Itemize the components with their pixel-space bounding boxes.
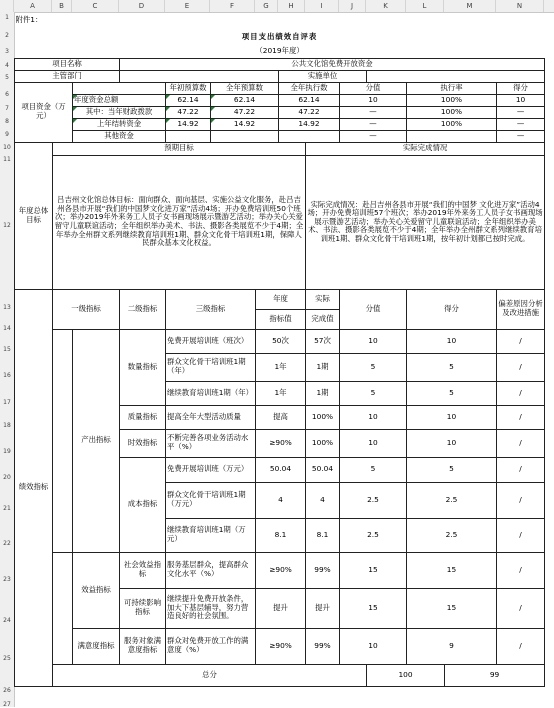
indicator-target[interactable]: 1年 [256, 353, 306, 381]
perf-h-got[interactable]: 得分 [407, 289, 497, 329]
indicator-name[interactable]: 不断完善各项业务活动水平（%） [166, 429, 256, 457]
row-number[interactable]: 18 [3, 422, 11, 429]
perf-h-target[interactable]: 指标值 [256, 309, 306, 329]
dept-value[interactable] [120, 70, 279, 82]
indicator-actual[interactable]: 1期 [306, 381, 340, 405]
funds-cell[interactable]: 47.22 [211, 106, 279, 118]
indicator-score[interactable]: 10 [340, 329, 407, 353]
indicator-got[interactable]: 10 [407, 429, 497, 457]
funds-label[interactable]: 项目资金（万元） [15, 82, 73, 142]
indicator-name[interactable]: 免费开展培训班（万元） [166, 457, 256, 482]
row-number[interactable]: 21 [3, 505, 11, 512]
indicator-target[interactable]: 8.1 [256, 518, 306, 552]
funds-header[interactable]: 年初预算数 [166, 82, 211, 94]
social-label[interactable]: 社会效益指标 [120, 552, 166, 588]
funds-header-blank[interactable] [73, 82, 166, 94]
row-number[interactable]: 25 [3, 655, 11, 662]
indicator-actual[interactable]: 57次 [306, 329, 340, 353]
funds-cell[interactable]: — [340, 118, 407, 130]
funds-cell[interactable]: 100% [407, 118, 497, 130]
indicator-name[interactable]: 继续提升免费开放条件，加大下基层辅导，努力营造良好的社会氛围。 [166, 588, 256, 628]
funds-cell[interactable] [407, 130, 497, 142]
evaluation-table [14, 12, 545, 687]
row-number[interactable]: 4 [5, 62, 9, 69]
column-header-g[interactable]: G [255, 0, 278, 12]
column-header-k[interactable]: K [366, 0, 406, 12]
qty-label[interactable]: 数量指标 [120, 329, 166, 405]
expected-goal-text[interactable]: 吕吉州文化馆总体目标：面向群众、面向基层、实施公益文化服务，赴吕吉州各县市开展“我们的中国梦文化进万家”活动4场；开办免费培训班50个班次；举办2019年外来务工人员子女书画现场展示暨游艺活动；举办关心关爱留守儿童联谊活动；全年组织举办美术、书法、摄影各类展览不少于4期；全年举办全州群文系列继续教育培训班1期、群众文化骨干培训班1期，保障人民群众基本文化权益。 [53, 155, 306, 289]
row-header-bar [0, 12, 15, 707]
indicator-name[interactable]: 服务基层群众，提高群众文化水平（%） [166, 552, 256, 588]
project-name-label[interactable]: 项目名称 [15, 58, 120, 70]
indicator-actual[interactable]: 99% [306, 552, 340, 588]
perf-h-l2[interactable]: 二级指标 [120, 289, 166, 329]
indicator-got[interactable]: 15 [407, 552, 497, 588]
indicator-got[interactable]: 10 [407, 405, 497, 429]
indicator-score[interactable]: 5 [340, 353, 407, 381]
funds-cell[interactable]: — [340, 106, 407, 118]
row-number[interactable]: 20 [3, 474, 11, 481]
row-number[interactable]: 15 [3, 346, 11, 353]
indicator-reason[interactable]: / [497, 405, 545, 429]
perf-h-year[interactable]: 年度 [256, 289, 306, 309]
indicator-target[interactable]: ≥90% [256, 552, 306, 588]
row-number[interactable]: 22 [3, 540, 11, 547]
indicator-score[interactable]: 15 [340, 588, 407, 628]
indicator-reason[interactable]: / [497, 518, 545, 552]
row-number[interactable]: 2 [5, 32, 9, 39]
row-number[interactable]: 5 [5, 74, 9, 81]
indicator-actual[interactable]: 100% [306, 429, 340, 457]
corner-cell[interactable] [0, 0, 14, 12]
indicator-score[interactable]: 10 [340, 429, 407, 457]
column-header-i[interactable]: I [305, 0, 339, 12]
funds-cell[interactable] [211, 130, 279, 142]
perf-h-reason[interactable]: 偏差原因分析及改进措施 [497, 289, 545, 329]
row-number[interactable]: 26 [3, 687, 11, 694]
row-number[interactable]: 8 [5, 118, 9, 125]
perf-h-actual2[interactable]: 完成值 [306, 309, 340, 329]
impl-unit-label[interactable]: 实施单位 [279, 70, 367, 82]
indicator-target[interactable]: 提升 [256, 588, 306, 628]
indicator-name[interactable]: 继续教育培训班1期（年） [166, 381, 256, 405]
indicator-score[interactable]: 15 [340, 552, 407, 588]
indicator-score[interactable]: 10 [340, 405, 407, 429]
funds-header[interactable]: 执行率 [407, 82, 497, 94]
indicator-target[interactable]: 提高 [256, 405, 306, 429]
sustain-label[interactable]: 可持续影响指标 [120, 588, 166, 628]
funds-row-label[interactable]: 其中：当年财政拨款 [73, 106, 166, 118]
perf-label[interactable]: 绩效指标 [15, 289, 53, 686]
row-number[interactable]: 27 [3, 701, 11, 708]
indicator-reason[interactable]: / [497, 552, 545, 588]
perf-indent[interactable] [53, 552, 73, 628]
row-number[interactable]: 7 [5, 105, 9, 112]
perf-indent[interactable] [53, 329, 73, 552]
funds-cell[interactable]: 62.14 [211, 94, 279, 106]
funds-cell[interactable]: 100% [407, 106, 497, 118]
indicator-actual[interactable]: 提升 [306, 588, 340, 628]
row-number[interactable]: 10 [3, 144, 11, 151]
indicator-target[interactable]: ≥90% [256, 628, 306, 664]
funds-row-label[interactable]: 其他资金 [73, 130, 166, 142]
row-number[interactable]: 13 [3, 304, 11, 311]
indicator-got[interactable]: 10 [407, 329, 497, 353]
funds-cell[interactable]: 10 [497, 94, 545, 106]
indicator-got[interactable]: 5 [407, 457, 497, 482]
funds-cell[interactable]: 47.22 [279, 106, 340, 118]
funds-row-label[interactable]: 年度资金总额 [73, 94, 166, 106]
row-number[interactable]: 11 [3, 156, 11, 163]
time-label[interactable]: 时效指标 [120, 429, 166, 457]
row-number[interactable]: 12 [3, 222, 11, 229]
funds-cell[interactable] [166, 130, 211, 142]
funds-cell[interactable]: — [497, 118, 545, 130]
perf-h-l3[interactable]: 三级指标 [166, 289, 256, 329]
funds-cell[interactable]: 14.92 [166, 118, 211, 130]
indicator-actual[interactable]: 99% [306, 628, 340, 664]
indicator-name[interactable]: 群众文化骨干培训班1期（万元） [166, 482, 256, 518]
indicator-score[interactable]: 10 [340, 628, 407, 664]
indicator-got[interactable]: 9 [407, 628, 497, 664]
indicator-target[interactable]: 4 [256, 482, 306, 518]
row-number[interactable]: 1 [5, 14, 9, 21]
output-label[interactable]: 产出指标 [73, 329, 120, 552]
funds-cell[interactable]: 100% [407, 94, 497, 106]
expected-goal-header[interactable]: 预期目标 [53, 142, 306, 155]
indicator-name[interactable]: 群众文化骨干培训班1期（年） [166, 353, 256, 381]
indicator-got[interactable]: 2.5 [407, 518, 497, 552]
impl-unit-value[interactable] [367, 70, 545, 82]
indicator-target[interactable]: ≥90% [256, 429, 306, 457]
attachment-label[interactable]: 附件1： [15, 14, 43, 24]
funds-cell[interactable]: 10 [340, 94, 407, 106]
dept-label[interactable]: 主管部门 [15, 70, 120, 82]
indicator-score[interactable]: 5 [340, 381, 407, 405]
cost-label[interactable]: 成本指标 [120, 457, 166, 552]
service-label[interactable]: 服务对象满意度指标 [120, 628, 166, 664]
indicator-name[interactable]: 提高全年大型活动质量 [166, 405, 256, 429]
indicator-name[interactable]: 免费开展培训班（班次） [166, 329, 256, 353]
indicator-actual[interactable]: 4 [306, 482, 340, 518]
row-number[interactable]: 23 [3, 576, 11, 583]
column-header-c[interactable]: C [72, 0, 119, 12]
column-header-f[interactable]: F [210, 0, 255, 12]
funds-header[interactable]: 全年预算数 [211, 82, 279, 94]
indicator-reason[interactable]: / [497, 628, 545, 664]
funds-header[interactable]: 得分 [497, 82, 545, 94]
row-number[interactable]: 14 [3, 325, 11, 332]
perf-h-l1[interactable]: 一级指标 [53, 289, 120, 329]
actual-goal-text[interactable]: 实际完成情况：赴吕吉州各县市开展“我们的中国梦 文化进万家”活动4场；开办免费培训班57个班次；举办2019年外来务工人员子女书画现场展示暨游艺活动；举办关心关爱留守儿童联谊活动；全年组织举办美术、书法、摄影各类展览不少于4期；全年举办全州群文系列继续教育培训班1期、群众文化骨干培训班1期，按年初计划都已按时完成。 [306, 155, 545, 289]
funds-cell[interactable]: — [497, 106, 545, 118]
total-got[interactable]: 99 [445, 664, 545, 686]
funds-cell[interactable]: 47.22 [166, 106, 211, 118]
row-number[interactable]: 24 [3, 617, 11, 624]
total-score[interactable]: 100 [367, 664, 445, 686]
page-title[interactable]: 项目支出绩效自评表 [241, 31, 318, 41]
indicator-reason[interactable]: / [497, 381, 545, 405]
indicator-reason[interactable]: / [497, 588, 545, 628]
funds-cell[interactable]: 62.14 [166, 94, 211, 106]
indicator-reason[interactable]: / [497, 353, 545, 381]
column-header-a[interactable]: A [14, 0, 52, 12]
indicator-score[interactable]: 2.5 [340, 482, 407, 518]
funds-cell[interactable] [279, 130, 340, 142]
indicator-got[interactable]: 15 [407, 588, 497, 628]
actual-goal-header[interactable]: 实际完成情况 [306, 142, 545, 155]
year-label[interactable]: （2019年度） [255, 46, 304, 56]
column-header-l[interactable]: L [406, 0, 444, 12]
column-header-d[interactable]: D [119, 0, 165, 12]
indicator-actual[interactable]: 100% [306, 405, 340, 429]
row-number[interactable]: 3 [5, 48, 9, 55]
perf-indent[interactable] [53, 628, 73, 664]
effect-label[interactable]: 效益指标 [73, 552, 120, 628]
indicator-name[interactable]: 群众对免费开放工作的满意度（%） [166, 628, 256, 664]
indicator-actual[interactable]: 1期 [306, 353, 340, 381]
indicator-got[interactable]: 5 [407, 381, 497, 405]
indicator-name[interactable]: 继续教育培训班1期（万元） [166, 518, 256, 552]
funds-cell[interactable]: — [497, 130, 545, 142]
total-label[interactable]: 总分 [53, 664, 367, 686]
column-header-m[interactable]: M [444, 0, 496, 12]
funds-row-label[interactable]: 上年结转资金 [73, 118, 166, 130]
goals-label[interactable]: 年度总体目标 [15, 142, 53, 289]
indicator-target[interactable]: 1年 [256, 381, 306, 405]
column-header-h[interactable]: H [278, 0, 305, 12]
funds-header[interactable]: 全年执行数 [279, 82, 340, 94]
indicator-target[interactable]: 50.04 [256, 457, 306, 482]
perf-h-actual1[interactable]: 实际 [306, 289, 340, 309]
row-number[interactable]: 6 [5, 91, 9, 98]
indicator-score[interactable]: 2.5 [340, 518, 407, 552]
indicator-reason[interactable]: / [497, 482, 545, 518]
indicator-reason[interactable]: / [497, 429, 545, 457]
quality-label[interactable]: 质量指标 [120, 405, 166, 429]
funds-cell[interactable]: 62.14 [279, 94, 340, 106]
indicator-target[interactable]: 50次 [256, 329, 306, 353]
funds-header[interactable]: 分值 [340, 82, 407, 94]
column-header-n[interactable]: N [496, 0, 544, 12]
row-number[interactable]: 19 [3, 448, 11, 455]
indicator-reason[interactable]: / [497, 457, 545, 482]
indicator-reason[interactable]: / [497, 329, 545, 353]
satisfaction-label[interactable]: 满意度指标 [73, 628, 120, 664]
perf-h-score[interactable]: 分值 [340, 289, 407, 329]
column-header-b[interactable]: B [52, 0, 72, 12]
indicator-actual[interactable]: 8.1 [306, 518, 340, 552]
funds-cell[interactable]: 14.92 [279, 118, 340, 130]
empty-cell[interactable] [120, 12, 545, 28]
row-number[interactable]: 9 [5, 131, 9, 138]
column-header-j[interactable]: J [339, 0, 366, 12]
column-header-e[interactable]: E [165, 0, 210, 12]
row-number[interactable]: 16 [3, 372, 11, 379]
funds-cell[interactable]: — [340, 130, 407, 142]
indicator-score[interactable]: 5 [340, 457, 407, 482]
project-name-value[interactable]: 公共文化馆免费开放资金 [120, 58, 545, 70]
indicator-got[interactable]: 5 [407, 353, 497, 381]
row-number[interactable]: 17 [3, 399, 11, 406]
indicator-got[interactable]: 2.5 [407, 482, 497, 518]
funds-cell[interactable]: 14.92 [211, 118, 279, 130]
indicator-actual[interactable]: 50.04 [306, 457, 340, 482]
